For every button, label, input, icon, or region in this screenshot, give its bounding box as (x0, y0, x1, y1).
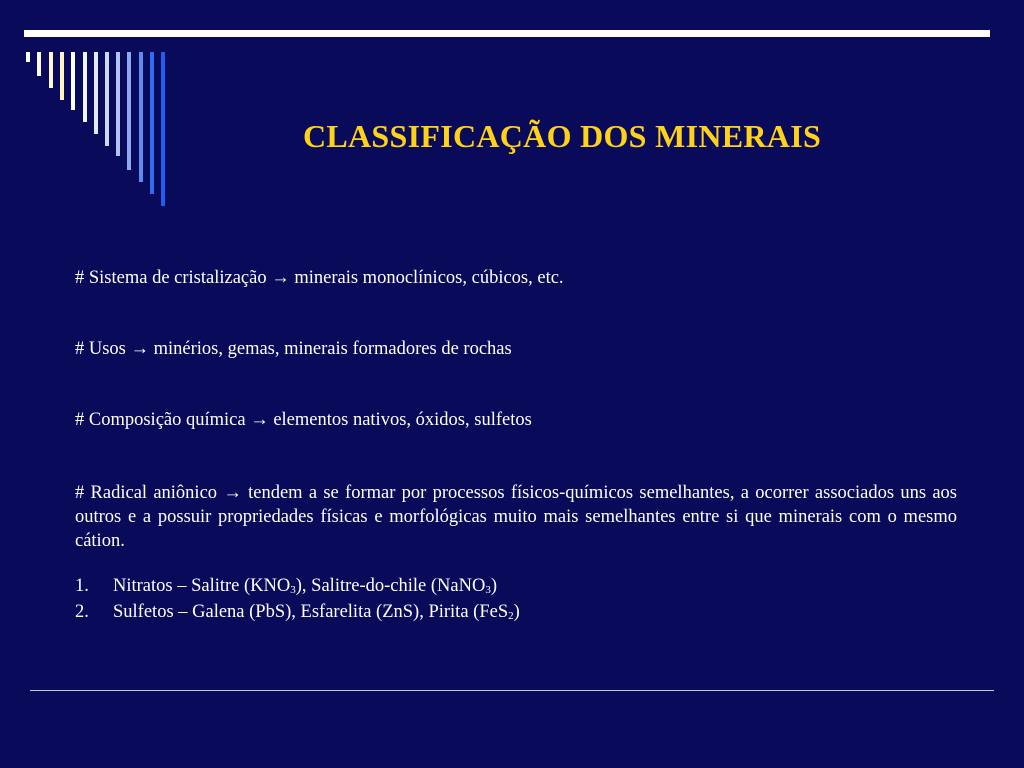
stripe-decoration (0, 0, 200, 220)
stripe (37, 52, 41, 76)
stripe (161, 52, 165, 206)
stripe (49, 52, 53, 88)
stripe (105, 52, 109, 146)
slide-title: CLASSIFICAÇÃO DOS MINERAIS (302, 118, 822, 154)
list-text: Nitratos – Salitre $(KNO_3)$, Salitre-do-chile (NaNO$_3$) (113, 576, 497, 596)
list-number: 2. (75, 602, 89, 622)
bullet-anionic-radical: # Radical aniônico → tendem a se formar por processos físicos-químicos semelhantes, a ocorrer associados uns aos outros e a possuir propriedades físicas e morfológicas muito mais semelhantes entre si que minerais com o mesmo cátion. (75, 483, 957, 551)
stripe (60, 52, 64, 100)
stripe (94, 52, 98, 134)
stripe (150, 52, 154, 194)
stripe (71, 52, 75, 110)
stripe (26, 52, 30, 62)
list-item (75, 574, 957, 602)
list-number: 1. (75, 576, 89, 596)
stripe (83, 52, 87, 122)
list-text: Sulfetos – Galena (PbS), Esfarelita (ZnS), Pirita (FeS$_2$) (113, 602, 520, 622)
bottom-rule (30, 690, 994, 691)
stripe (139, 52, 143, 182)
bullet-crystal-system: # Sistema de cristalização → minerais monoclínicos, cúbicos, etc. (75, 268, 564, 288)
bullet-chemical-composition: # Composição química → elementos nativos, óxidos, sulfetos (75, 410, 532, 430)
bullet-uses: # Usos → minérios, gemas, minerais formadores de rochas (75, 339, 512, 359)
stripe (127, 52, 131, 170)
list-item (75, 600, 957, 628)
stripe (116, 52, 120, 156)
